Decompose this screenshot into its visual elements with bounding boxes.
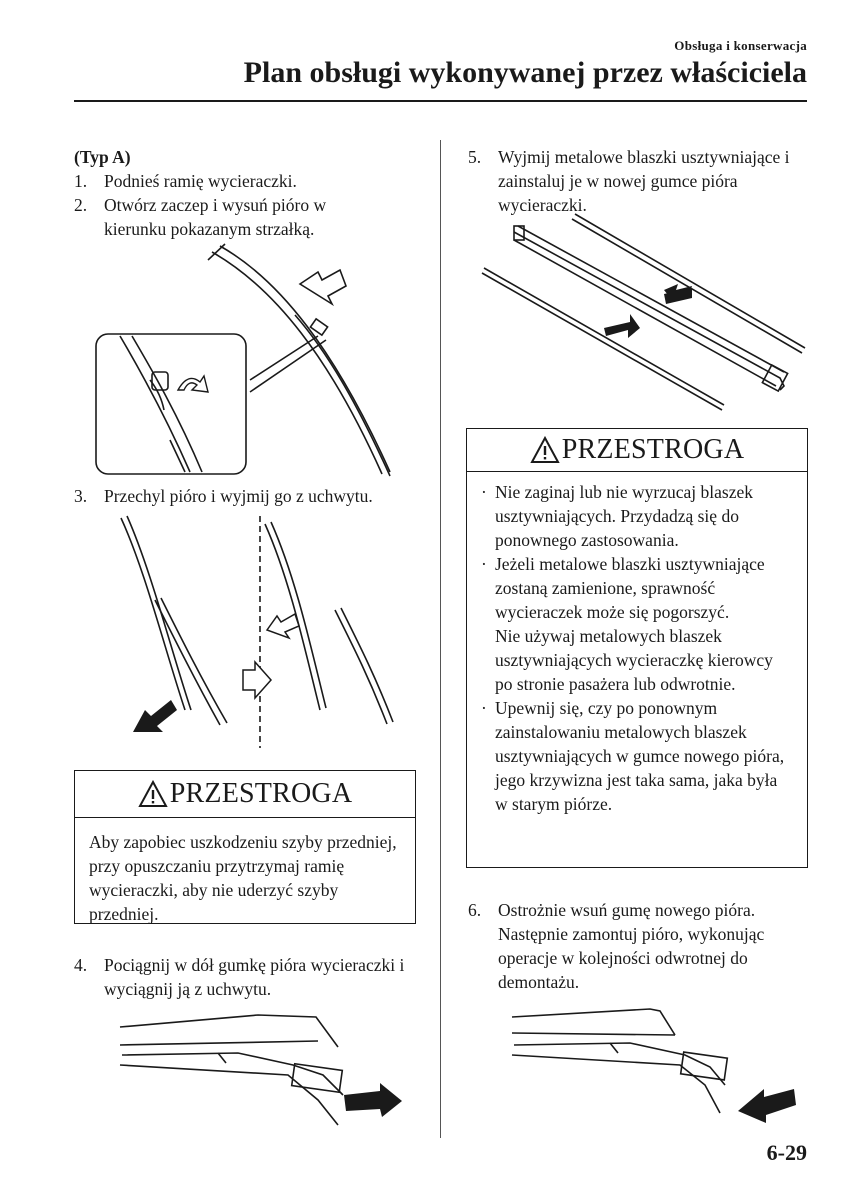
- right-arrow-icon-small: [604, 314, 640, 338]
- step-text: Pociągnij w dół gumkę pióra wycieraczki i wyciągnij ją z uchwytu.: [104, 955, 405, 999]
- arrow-icon: [300, 270, 346, 304]
- steps-1-2: [74, 145, 424, 241]
- step-5: [468, 145, 808, 217]
- latch-arrow-icon: [178, 376, 208, 392]
- column-divider: [440, 140, 441, 1138]
- warning-triangle-icon: [530, 436, 560, 464]
- caution-title: PRZESTROGA: [169, 778, 353, 809]
- page-title: Plan obsługi wykonywanej przez właściciela: [243, 56, 807, 89]
- section-label: Obsługa i konserwacja: [674, 38, 807, 53]
- bullet-text: Upewnij się, czy po ponownym zainstalowaniu metalowych blaszek usztywniających w gumce nowego pióra, jego krzywizna jest taka sama, jaka była w starym piórze.: [495, 698, 785, 814]
- caution-text: Aby zapobiec uszkodzeniu szyby przedniej, przy opuszczaniu przytrzymaj ramię wycieraczki, aby nie uderzyć szyby przedniej.: [89, 832, 397, 924]
- step-number: 4.: [74, 955, 88, 975]
- step-3: [74, 484, 434, 508]
- type-label: (Typ A): [74, 147, 131, 167]
- step-text: Otwórz zaczep i wysuń pióro w kierunku pokazanym strzałką.: [104, 195, 327, 239]
- bullet-text: Nie zaginaj lub nie wyrzucaj blaszek usztywniających. Przydadzą się do ponownego zastosowania.: [495, 482, 754, 550]
- step-4: [74, 953, 424, 1001]
- header-rule: [74, 100, 807, 102]
- caution-bullet: · Upewnij się, czy po ponownym zainstalowaniu metalowych blaszek usztywniających w gumce nowego pióra, jego krzywizna jest taka sama, jaka była w starym piórze.: [481, 696, 793, 816]
- metal-strips-illustration: [480, 210, 810, 410]
- rubber-insert-illustration: [510, 1005, 810, 1130]
- step-number: 5.: [468, 147, 482, 167]
- caution-box-left: [74, 770, 416, 924]
- caution-box-right: [466, 428, 808, 868]
- down-arrow-icon: [133, 700, 177, 732]
- warning-triangle-icon: [138, 780, 168, 808]
- caution-title: PRZESTROGA: [561, 434, 745, 465]
- caution-content: [467, 472, 807, 828]
- bullet-text: Jeżeli metalowe blaszki usztywniające zostaną zamienione, sprawność wycieraczek może się pogorszyć.: [495, 554, 765, 622]
- page-number: 6-29: [766, 1140, 807, 1165]
- step-text: Ostrożnie wsuń gumę nowego pióra. Następnie zamontuj pióro, wykonując operacje w kolejności odwrotnej do demontażu.: [498, 900, 765, 992]
- step-1: [74, 169, 424, 193]
- push-arrow-icon: [738, 1089, 796, 1123]
- step-text: Podnieś ramię wycieraczki.: [104, 171, 297, 191]
- step-number: 2.: [74, 195, 88, 215]
- step-text: Przechyl pióro i wyjmij go z uchwytu.: [104, 486, 373, 506]
- wiper-arm-latch-illustration: [90, 240, 430, 480]
- detail-inset: [96, 334, 246, 474]
- bullet-text-extra: Nie używaj metalowych blaszek usztywniających wycieraczkę kierowcy po stronie pasażera lub odwrotnie.: [495, 626, 773, 694]
- step-6: [468, 898, 808, 994]
- right-arrow-icon: [243, 662, 271, 698]
- step-text: Wyjmij metalowe blaszki usztywniające i zainstaluj je w nowej gumce pióra wycieraczki.: [498, 147, 790, 215]
- caution-header: [75, 771, 415, 818]
- step-number: 3.: [74, 486, 88, 506]
- wiper-rubber: [514, 232, 784, 390]
- caution-header: [467, 429, 807, 472]
- rubber-pull-out-illustration: [118, 1005, 418, 1130]
- wiper-blade-removal-illustration: [115, 510, 420, 750]
- pull-arrow-icon: [344, 1083, 402, 1117]
- tilt-arrow-icon: [267, 614, 299, 638]
- step-2: [74, 193, 424, 241]
- step-number: 1.: [74, 171, 88, 191]
- caution-bullet: · Jeżeli metalowe blaszki usztywniające zostaną zamienione, sprawność wycieraczek może się pogorszyć. Nie używaj metalowych blaszek usztywniających wycieraczkę kierowcy po stronie pasażera lub odwrotnie.: [481, 552, 793, 696]
- step-number: 6.: [468, 900, 482, 920]
- caution-bullet: · Nie zaginaj lub nie wyrzucaj blaszek usztywniających. Przydadzą się do ponownego zastosowania.: [481, 480, 793, 552]
